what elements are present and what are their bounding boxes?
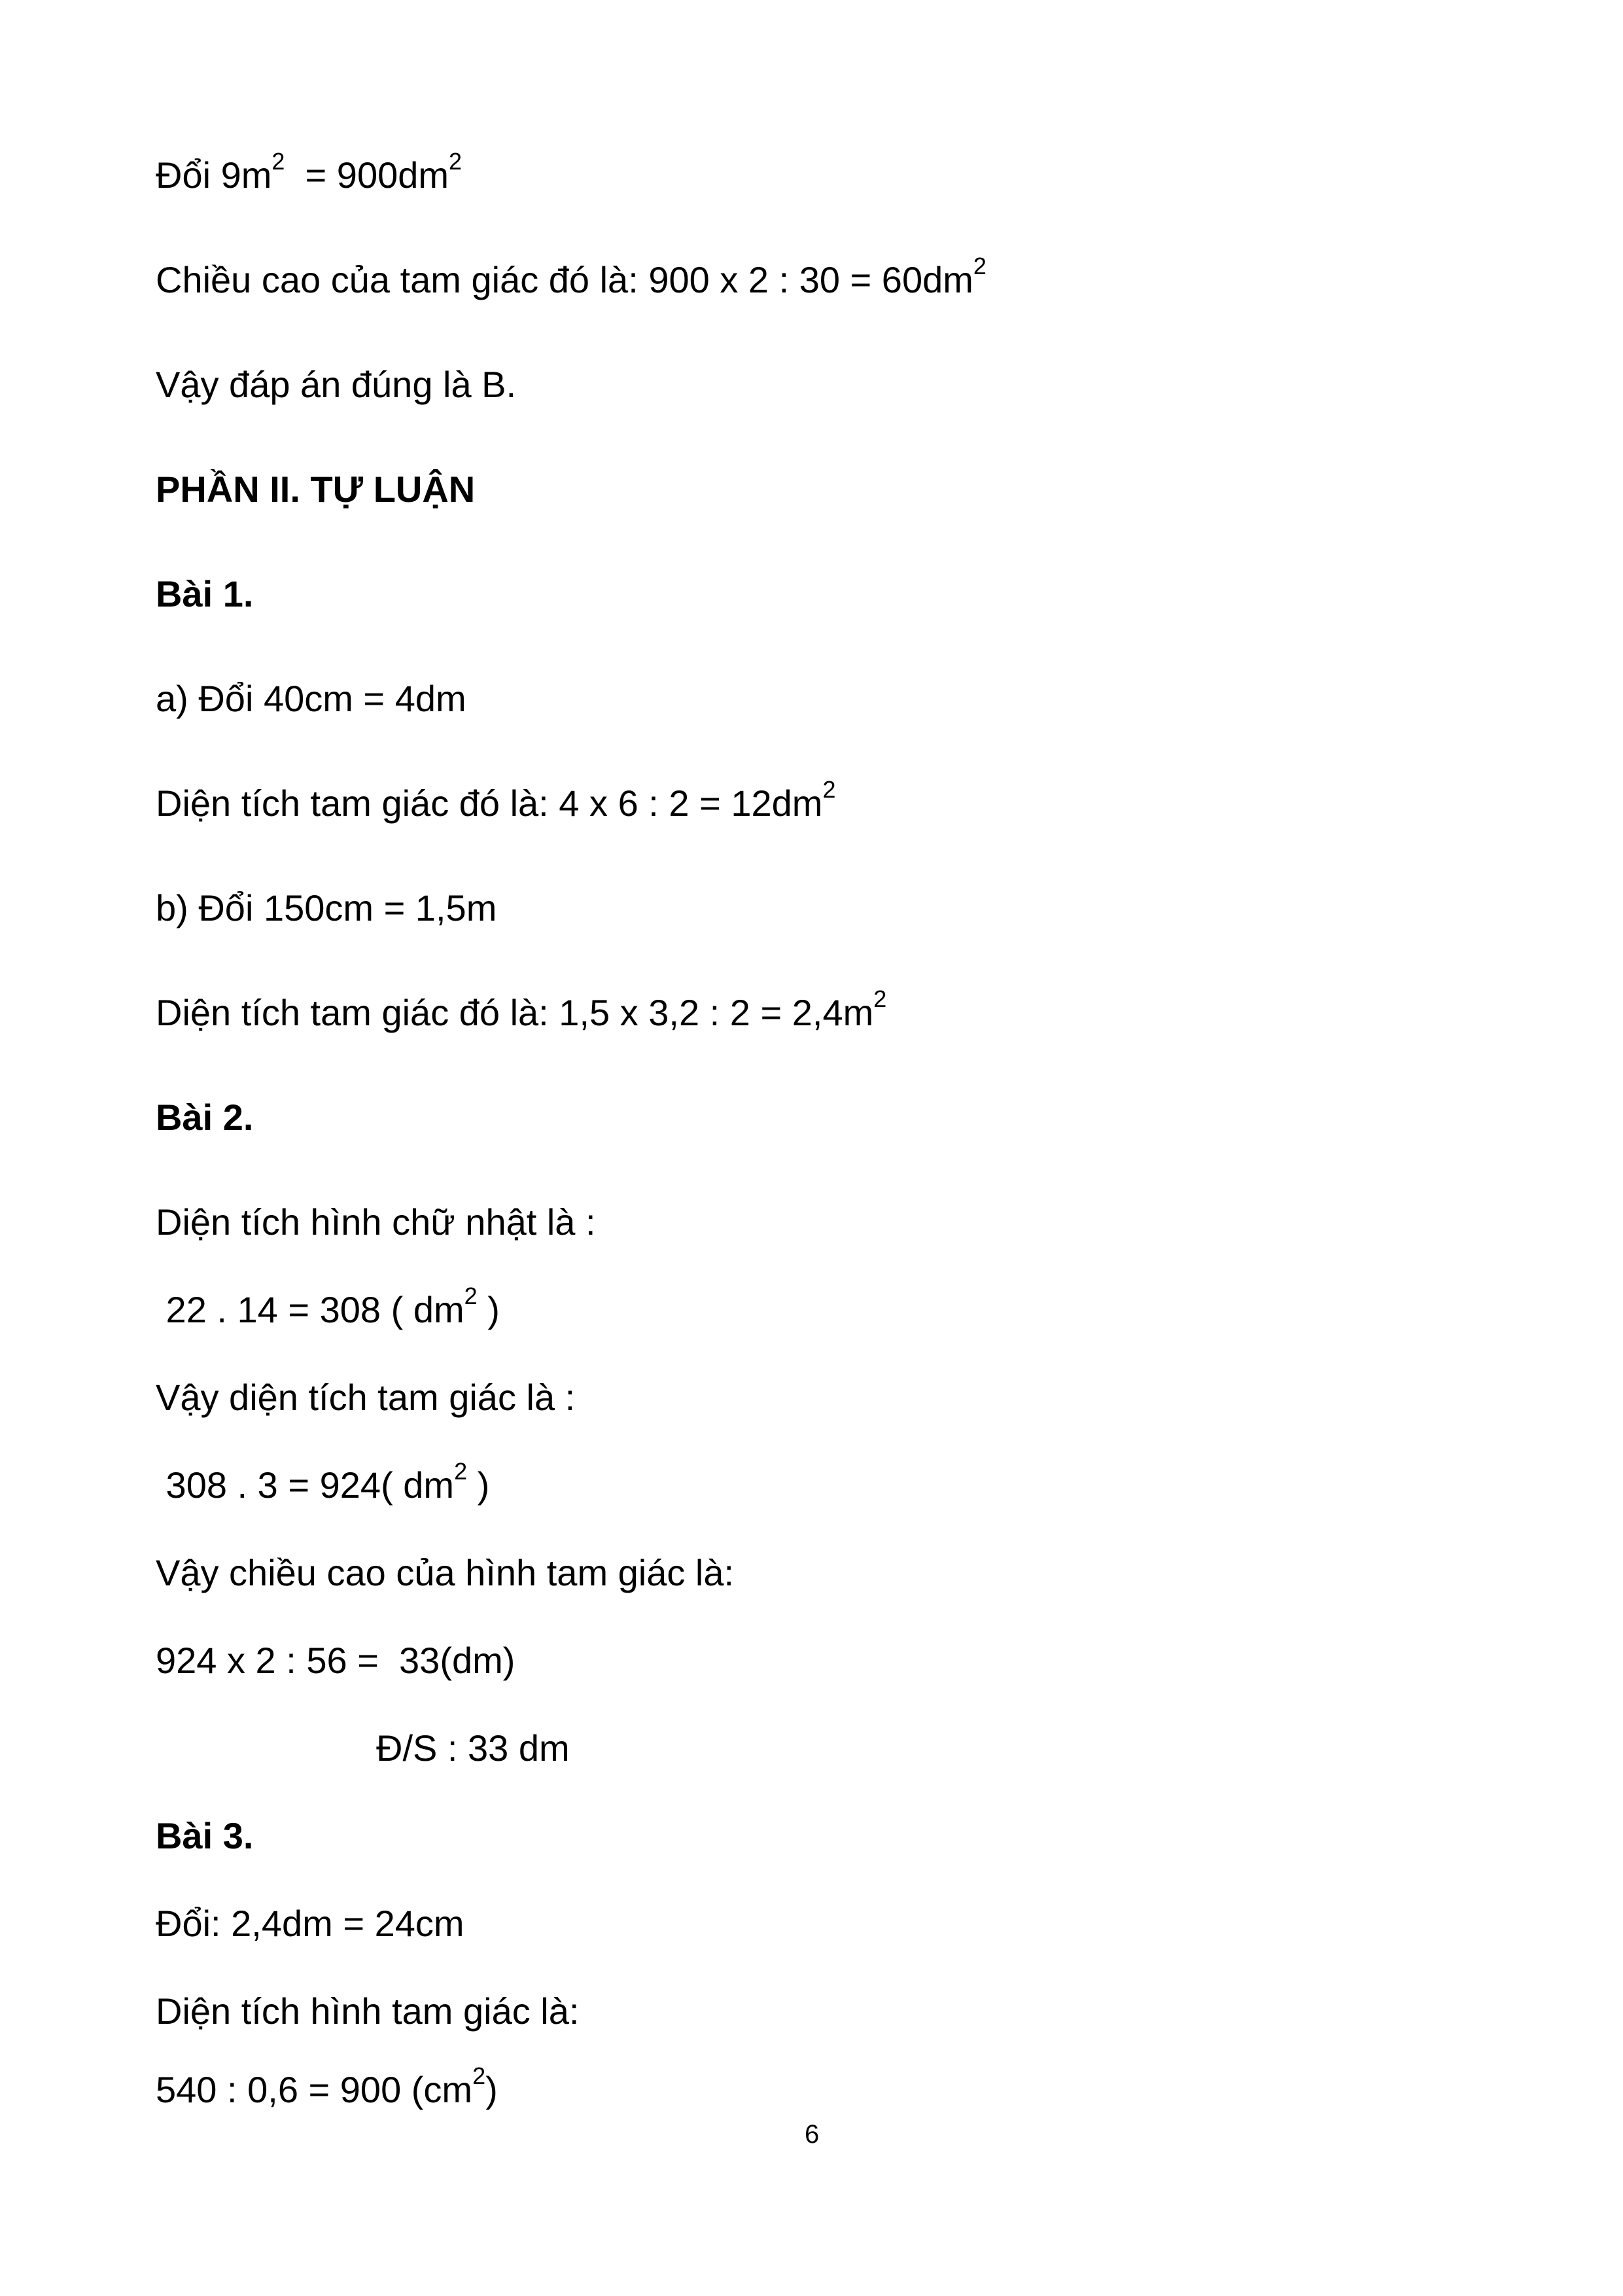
- exercise-3-heading: Bài 3.: [156, 1815, 254, 1856]
- exercise-2-answer: Đ/S : 33 dm: [376, 1727, 570, 1769]
- section-heading: PHẦN II. TỰ LUẬN: [156, 468, 476, 510]
- exercise-1b-conversion: b) Đổi 150cm = 1,5m: [156, 887, 497, 928]
- triangle-area-label: Vậy diện tích tam giác là :: [156, 1377, 576, 1418]
- exercise-3-conversion: Đổi: 2,4dm = 24cm: [156, 1903, 464, 1944]
- exercise-1-heading: Bài 1.: [156, 573, 254, 614]
- exercise-2-heading: Bài 2.: [156, 1097, 254, 1138]
- conversion-line-9m2: Đổi $9m^2 = 900dm^2$: [156, 148, 462, 196]
- answer-line: Vậy đáp án đúng là B.: [156, 364, 517, 405]
- page-number: 6: [805, 2120, 820, 2149]
- rectangle-area-calc: 22 . 14 = 308 ( $dm^2$ ): [156, 1282, 500, 1330]
- exercise-3-area-calc: 540 : 0,6 = 900 $(cm^2)$: [156, 2062, 498, 2110]
- triangle-height-calc: 924 x 2 : 56 = 33(dm): [156, 1640, 515, 1681]
- triangle-height-label: Vậy chiều cao của hình tam giác là:: [156, 1552, 735, 1593]
- exercise-1b-area: Diện tích tam giác đó là: 1,5 x 3,2 : $2 = 2,4m^2$: [156, 985, 887, 1033]
- exercise-1a-conversion: a) Đổi 40cm = 4dm: [156, 678, 466, 719]
- exercise-3-area-label: Diện tích hình tam giác là:: [156, 1990, 580, 2032]
- triangle-height-line: Chiều cao của tam giác đó là: 900 x 2 : $30 = 60dm^2$: [156, 253, 986, 300]
- rectangle-area-label: Diện tích hình chữ nhật là :: [156, 1201, 596, 1243]
- exercise-1a-area: Diện tích tam giác đó là: 4 x 6 : $2 = 12dm^2$: [156, 776, 836, 824]
- triangle-area-calc: 308 . 3 = 924( $dm^2$ ): [156, 1458, 490, 1506]
